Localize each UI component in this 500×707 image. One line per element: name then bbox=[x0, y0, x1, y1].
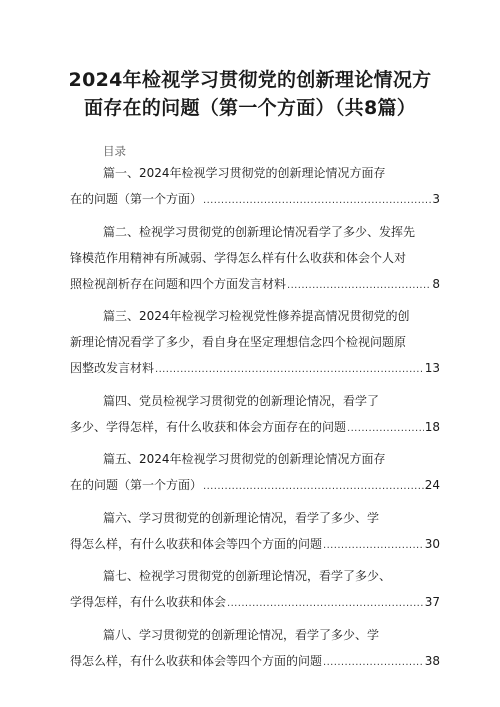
toc-entry-line: 篇四、党员检视学习贯彻党的创新理论情况，看学了 bbox=[103, 393, 380, 408]
dot-leader bbox=[203, 188, 431, 212]
toc-entry-line: 篇六、学习贯彻党的创新理论情况，看学了多少、学 bbox=[103, 510, 380, 525]
toc-entry-line: 篇二、检视学习贯彻党的创新理论情况看学了多少、发挥先 bbox=[103, 224, 416, 239]
toc-entry-line: 新理论情况看学了多少，看自身在坚定理想信念四个检视问题原 bbox=[70, 335, 407, 349]
toc-entry[interactable] bbox=[70, 563, 440, 615]
toc-entry[interactable] bbox=[70, 160, 440, 212]
table-of-contents bbox=[70, 160, 440, 680]
toc-entry-text: 多少、学得怎样，有什么收获和体会方面存在的问题 bbox=[70, 419, 347, 434]
toc-entry-text: 得怎么样，有什么收获和体会等四个方面的问题 bbox=[70, 653, 323, 668]
toc-entry-text: 因整改发言材料 bbox=[70, 361, 155, 375]
toc-entry-line bbox=[70, 472, 440, 498]
toc-entry-line: 篇五、2024年检视学习贯彻党的创新理论情况方面存 bbox=[103, 452, 386, 466]
dot-leader bbox=[347, 416, 424, 440]
toc-entry-line: 篇八、学习贯彻党的创新理论情况，看学了多少、学 bbox=[103, 627, 380, 642]
toc-entry[interactable] bbox=[70, 622, 440, 674]
toc-entry-text: 照检视剖析存在问题和四个方面发言材料 bbox=[70, 276, 287, 291]
toc-entry-text: 在的问题（第一个方面） bbox=[70, 192, 203, 206]
toc-entry-line: 篇一、2024年检视学习贯彻党的创新理论情况方面存 bbox=[103, 166, 386, 180]
toc-page-number: 30 bbox=[424, 536, 440, 551]
toc-entry[interactable] bbox=[70, 303, 440, 381]
dot-leader bbox=[323, 650, 424, 674]
toc-page-number: 38 bbox=[424, 653, 440, 668]
toc-entry[interactable] bbox=[70, 446, 440, 498]
toc-entry[interactable] bbox=[70, 505, 440, 557]
toc-page-number: 24 bbox=[424, 478, 440, 492]
toc-page-number: 13 bbox=[424, 361, 440, 375]
toc-entry[interactable] bbox=[70, 219, 440, 297]
toc-entry-line bbox=[70, 414, 440, 440]
document-title bbox=[40, 66, 460, 122]
toc-entry-line: 篇七、检视学习贯彻党的创新理论情况，看学了多少、 bbox=[103, 569, 392, 583]
toc-entry-line: 锋模范作用精神有所减弱、学得怎么样有什么收获和体会个人对 bbox=[70, 250, 407, 265]
toc-entry-line bbox=[70, 186, 440, 212]
toc-entry-line: 篇三、2024年检视学习检视党性修养提高情况贯彻党的创 bbox=[103, 309, 410, 323]
toc-entry-line bbox=[70, 355, 440, 381]
title-line-1: 2024年检视学习贯彻党的创新理论情况方 bbox=[68, 69, 432, 91]
toc-entry-text: 在的问题（第一个方面） bbox=[70, 478, 203, 492]
toc-heading: 目录 bbox=[103, 144, 126, 158]
toc-entry-text: 得怎么样，有什么收获和体会等四个方面的问题 bbox=[70, 536, 323, 551]
toc-entry-line bbox=[70, 648, 440, 674]
toc-entry-line bbox=[70, 271, 440, 297]
dot-leader bbox=[203, 474, 424, 498]
toc-page-number: 37 bbox=[424, 595, 440, 609]
toc-page-number: 8 bbox=[432, 276, 440, 291]
toc-entry-line bbox=[70, 589, 440, 615]
toc-entry-text: 学得怎样，有什么收获和体会 bbox=[70, 595, 227, 609]
dot-leader bbox=[323, 533, 424, 557]
dot-leader bbox=[227, 591, 424, 615]
dot-leader bbox=[155, 357, 424, 381]
toc-page-number: 3 bbox=[432, 192, 440, 206]
title-line-2: 面存在的问题（第一个方面）（共8篇） bbox=[83, 97, 417, 119]
toc-page-number: 18 bbox=[424, 419, 440, 434]
toc-entry-line bbox=[70, 531, 440, 557]
dot-leader bbox=[287, 273, 431, 297]
toc-entry[interactable] bbox=[70, 388, 440, 440]
